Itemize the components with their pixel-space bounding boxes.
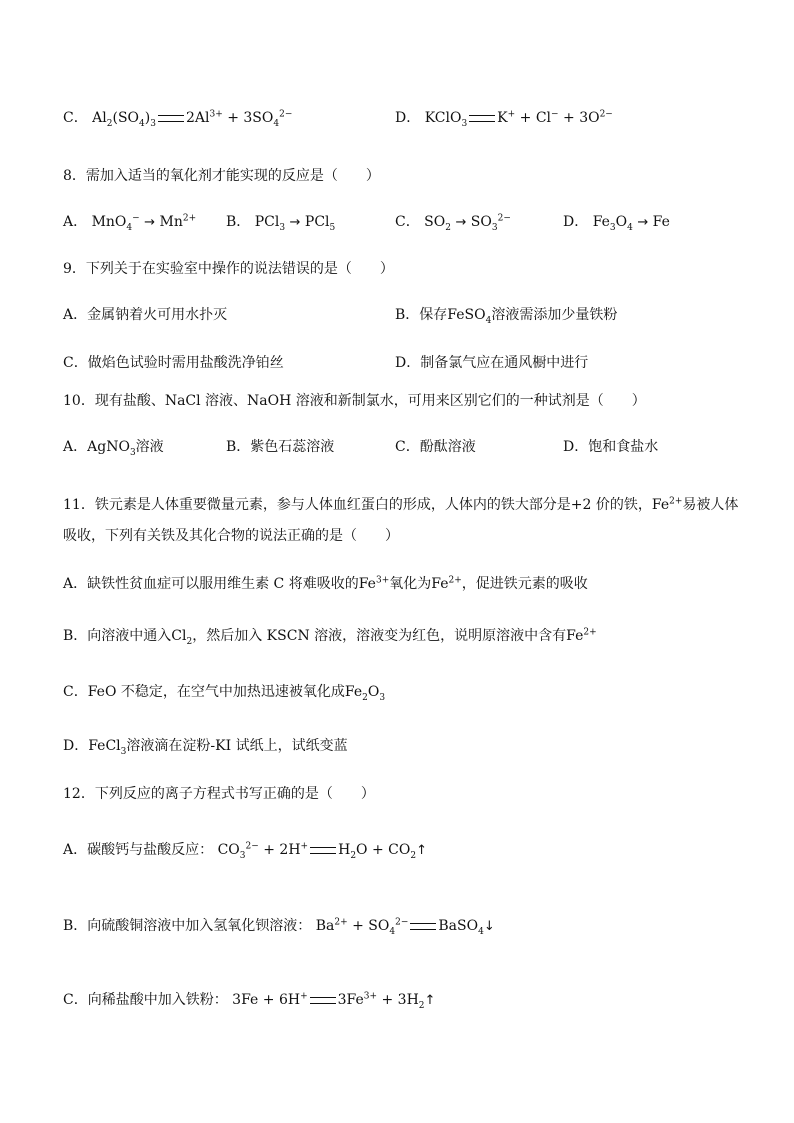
q8-b-equation: PCl$_3$ → PCl$_5$ [254,214,336,233]
q10-stem: 10．现有盐酸、NaCl 溶液、NaOH 溶液和新制氯水，可用来区别它们的一种试剂是（ ） [63,393,646,409]
q11-option-a: A．缺铁性贫血症可以服用维生素 C 将难吸收的$Fe^{3+}$氧化为$Fe^{2+}$，促进铁元素的吸收 [63,575,588,592]
q8-a-equation: $MnO_4^- \to Mn^{2+}$ [91,213,197,233]
q9-option-c: C．做焰色试验时需用盐酸洗净铂丝 [63,355,284,371]
q8-stem: 8．需加入适当的氧化剂才能实现的反应是（ ） [63,168,380,184]
q7-c-equation: $Al_2(SO_4)_3$ $2Al^{3+} + 3SO_4^{2-}$ [92,109,293,129]
q9-option-a: A．金属钠着火可用水扑灭 [63,307,228,323]
q9-stem: 9．下列关于在实验室中操作的说法错误的是（ ） [63,261,394,277]
q12-a-equation: $CO_3^{2-} + 2H^+$ $H_2O$ + $CO_2↑$ [217,841,427,861]
q8-option-c: C． $SO_2 \to SO_3^{2-}$ [395,213,511,233]
q12-stem: 12．下列反应的离子方程式书写正确的是（ ） [63,786,375,802]
q8-c-equation: $SO_2 \to SO_3^{2-}$ [424,213,511,233]
q7-d-equation: KClO$_3$ $K^+ + Cl^- + 3O^{2-}$ [424,109,613,129]
q12-c-equation: 3Fe + 6H+ $3Fe^{3+}$ + $3H_2↑$ [232,991,436,1011]
q9-option-d: D．制备氯气应在通风橱中进行 [395,355,589,371]
q7-option-d: D． KClO$_3$ $K^+ + Cl^- + 3O^{2-}$ [395,109,613,129]
q10-option-c: C．酚酞溶液 [395,439,476,455]
q11-stem-line1: 11．铁元素是人体重要微量元素，参与人体血红蛋白的形成，人体内的铁大部分是+2 价的铁，$Fe^{2+}$易被人体 [63,496,739,513]
q12-option-a: A．碳酸钙与盐酸反应： $CO_3^{2-} + 2H^+$ $H_2O$ + $CO_2↑$ [63,841,427,861]
q11-option-c: C．FeO 不稳定，在空气中加热迅速被氧化成$Fe_2O_3$ [63,684,386,703]
q12-b-equation: $Ba^{2+} + SO_4^{2-}$ BaSO$_4$↓ [315,917,495,937]
q7-option-c: C． $Al_2(SO_4)_3$ $2Al^{3+} + 3SO_4^{2-}$ [63,109,293,129]
q8-option-d: D． $Fe_3O_4 \to Fe$ [563,214,670,233]
q11-option-d: D．FeCl$_3$溶液滴在淀粉-KI 试纸上，试纸变蓝 [63,738,348,757]
q11-stem-line2: 吸收，下列有关铁及其化合物的说法正确的是（ ） [63,528,399,544]
q10-option-d: D．饱和食盐水 [563,439,659,455]
q8-option-b: B． PCl$_3$ → PCl$_5$ [226,214,336,233]
q9-option-b: B．保存FeSO$_4$溶液需添加少量铁粉 [395,307,618,326]
q12-option-c: C．向稀盐酸中加入铁粉： 3Fe + 6H+ $3Fe^{3+}$ + $3H_2↑$ [63,991,436,1011]
q8-d-equation: $Fe_3O_4 \to Fe$ [592,214,670,233]
q10-option-b: B．紫色石蕊溶液 [226,439,335,455]
q10-option-a: A．AgNO$_3$溶液 [63,439,164,458]
q8-option-a: A． $MnO_4^- \to Mn^{2+}$ [63,213,197,233]
q12-option-b: B．向硫酸铜溶液中加入氢氧化钡溶液： $Ba^{2+} + SO_4^{2-}$ BaSO$_4$↓ [63,917,495,937]
q11-option-b: B．向溶液中通入$Cl_2$，然后加入 KSCN 溶液，溶液变为红色，说明原溶液中含有$Fe^{2+}$ [63,627,597,647]
